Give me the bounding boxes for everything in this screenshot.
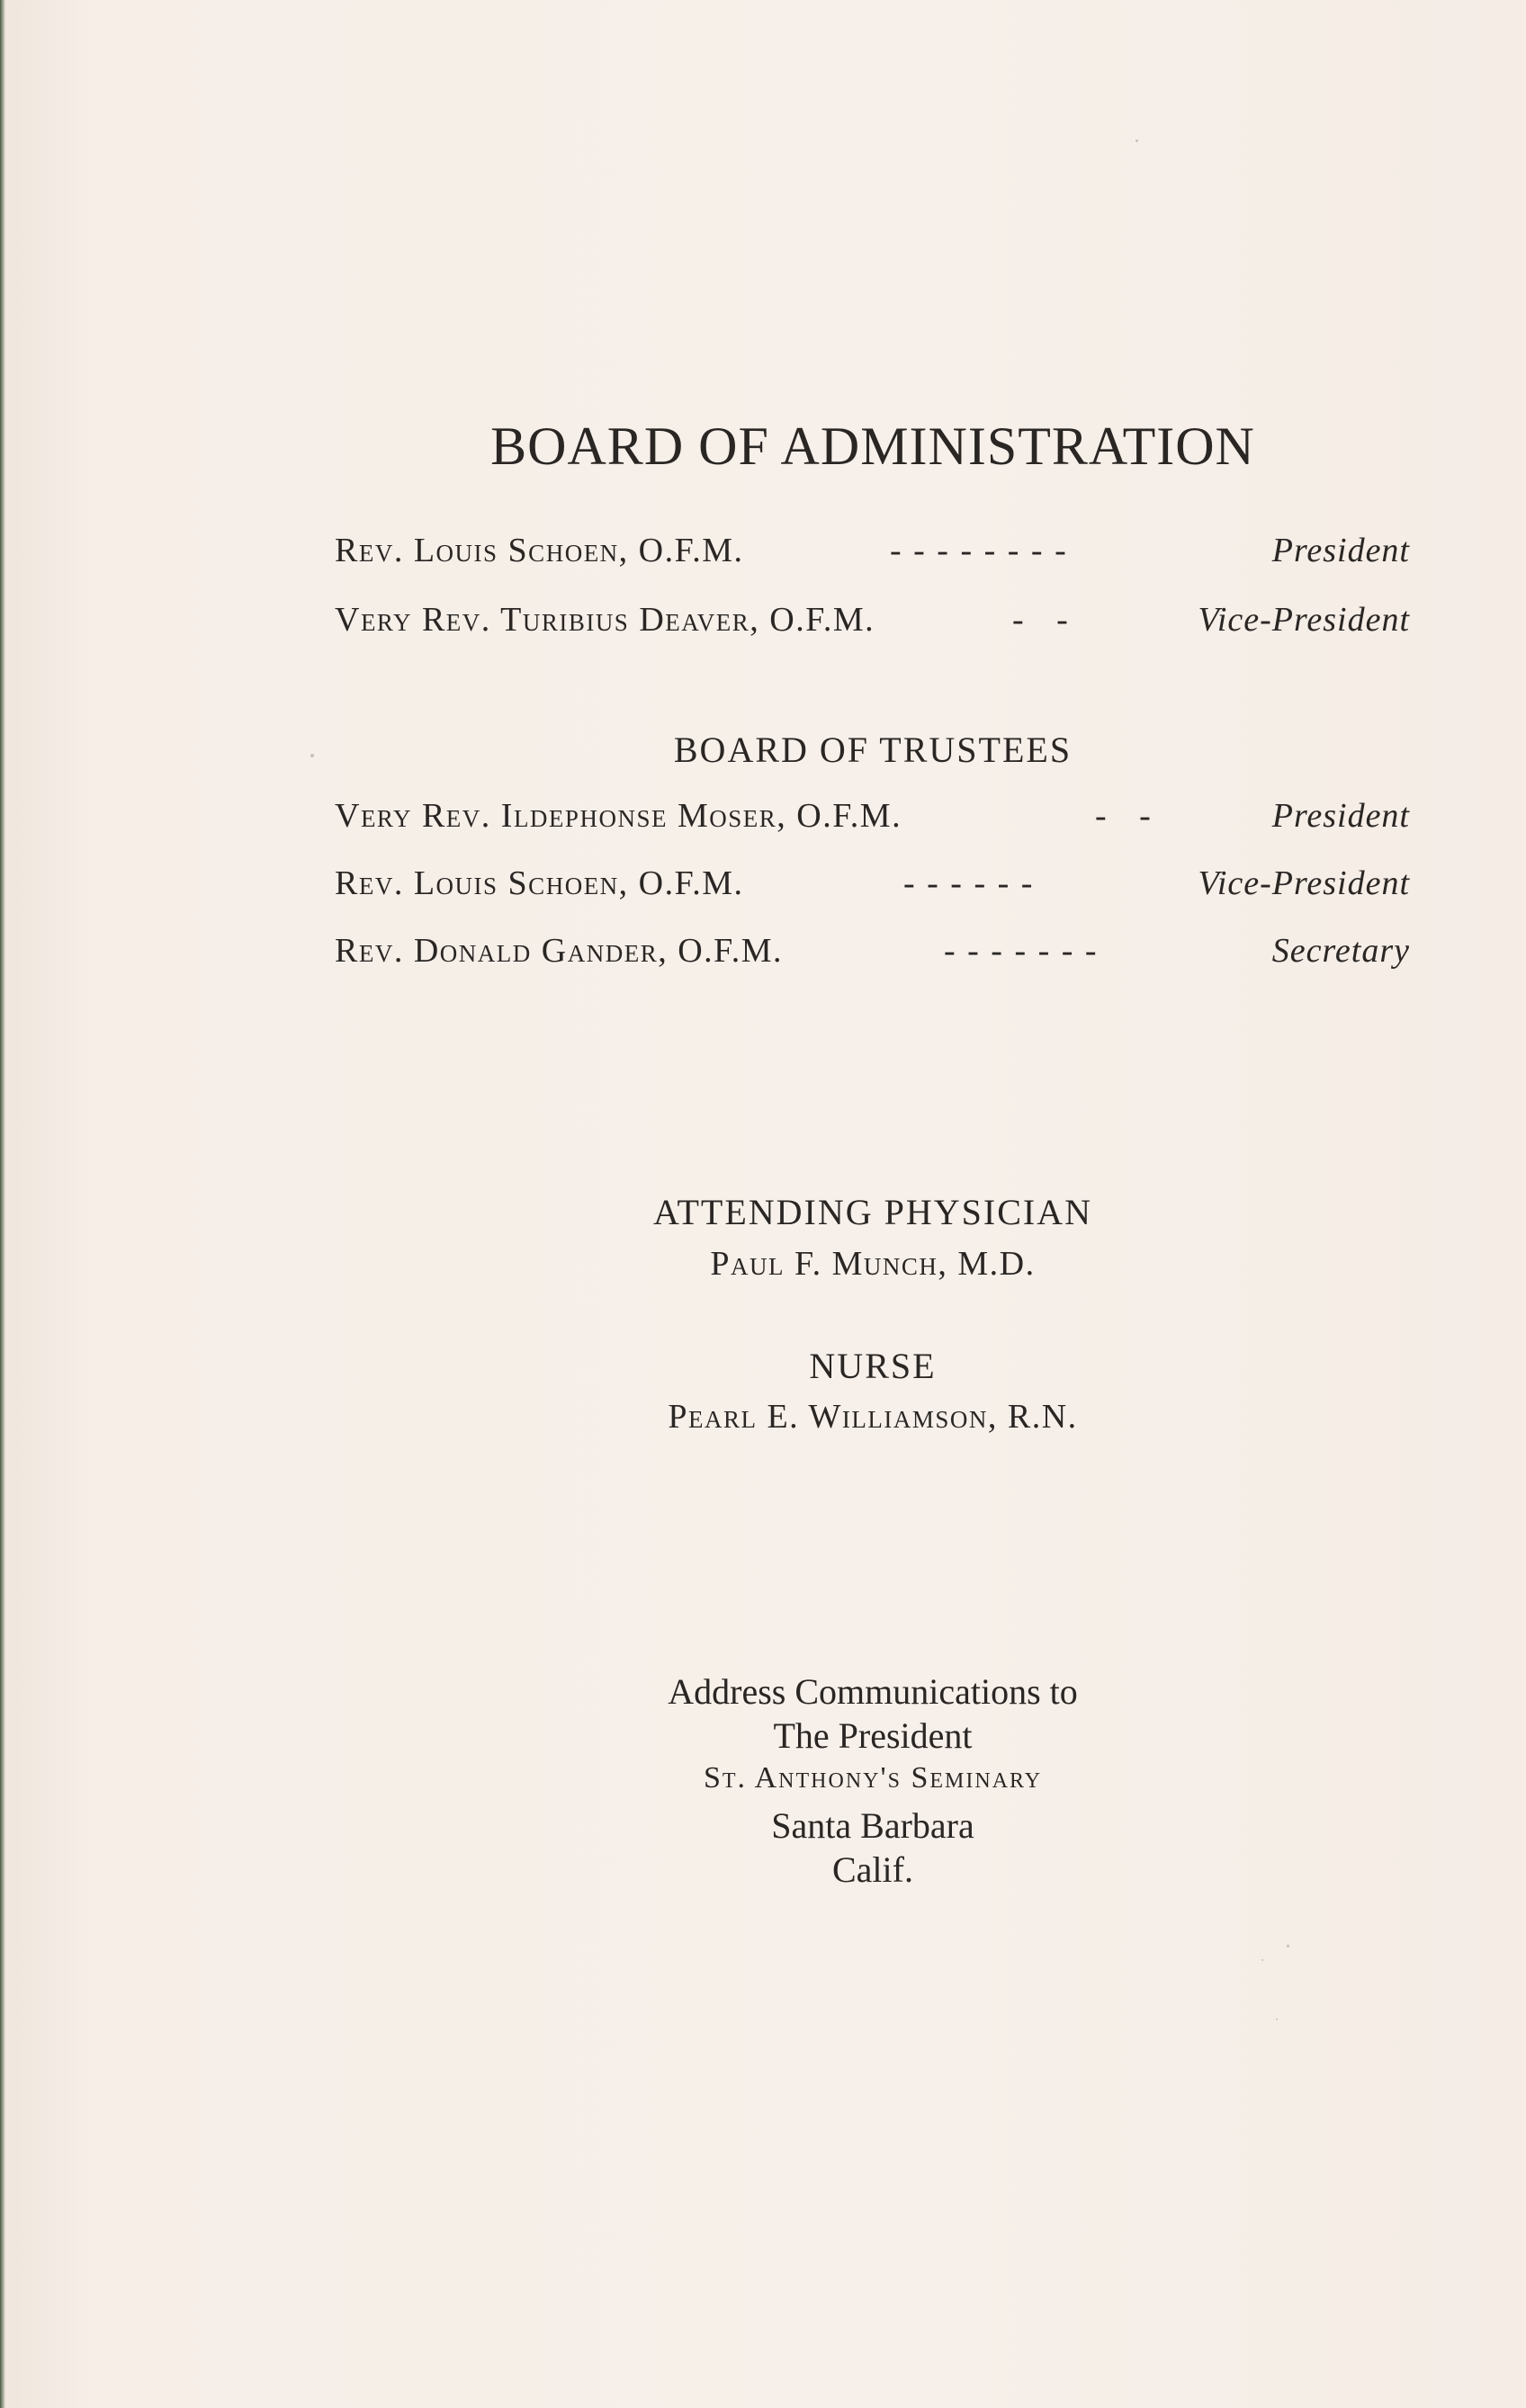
member-role: Vice-President xyxy=(1198,864,1410,902)
address-line: Address Communications to xyxy=(668,1671,1078,1712)
board-of-trustees-heading: BOARD OF TRUSTEES xyxy=(673,730,1073,770)
address-line: St. Anthony's Seminary xyxy=(703,1761,1043,1795)
paper-speck xyxy=(310,754,314,757)
address-line: Santa Barbara xyxy=(771,1805,974,1846)
member-role: President xyxy=(1271,532,1410,569)
leader-dashes: - - xyxy=(1095,797,1153,835)
leader-dashes: - - - - - - - xyxy=(944,932,1099,970)
nurse-name: Pearl E. Williamson, R.N. xyxy=(668,1398,1078,1436)
administration-row xyxy=(335,595,1410,644)
member-role: Vice-President xyxy=(1198,601,1410,639)
trustees-row xyxy=(335,792,1410,840)
board-of-administration-heading: BOARD OF ADMINISTRATION xyxy=(490,416,1255,476)
member-name: Rev. Louis Schoen, O.F.M. xyxy=(335,532,744,569)
member-name: Very Rev. Turibius Deaver, O.F.M. xyxy=(335,601,875,639)
paper-speck xyxy=(1136,139,1138,142)
member-name: Rev. Louis Schoen, O.F.M. xyxy=(335,864,744,902)
trustees-row xyxy=(335,859,1410,908)
member-name: Very Rev. Ildephonse Moser, O.F.M. xyxy=(335,797,902,835)
physician-name: Paul F. Munch, M.D. xyxy=(710,1245,1036,1283)
leader-dashes: - - xyxy=(1012,601,1070,639)
member-name: Rev. Donald Gander, O.F.M. xyxy=(335,932,784,970)
paper-speck xyxy=(1261,1959,1263,1961)
page-binding-edge xyxy=(0,0,5,2408)
trustees-row xyxy=(335,926,1410,975)
leader-dashes: - - - - - - - - xyxy=(890,532,1068,569)
member-role: President xyxy=(1271,797,1410,835)
attending-physician-heading: ATTENDING PHYSICIAN xyxy=(653,1192,1092,1232)
member-role: Secretary xyxy=(1271,932,1410,970)
leader-dashes: - - - - - - xyxy=(903,864,1035,902)
address-line: The President xyxy=(773,1715,973,1756)
administration-row xyxy=(335,526,1410,575)
address-line: Calif. xyxy=(832,1849,913,1890)
paper-speck xyxy=(1287,1945,1289,1947)
paper-speck xyxy=(1276,2019,1278,2020)
nurse-heading: NURSE xyxy=(809,1346,937,1386)
